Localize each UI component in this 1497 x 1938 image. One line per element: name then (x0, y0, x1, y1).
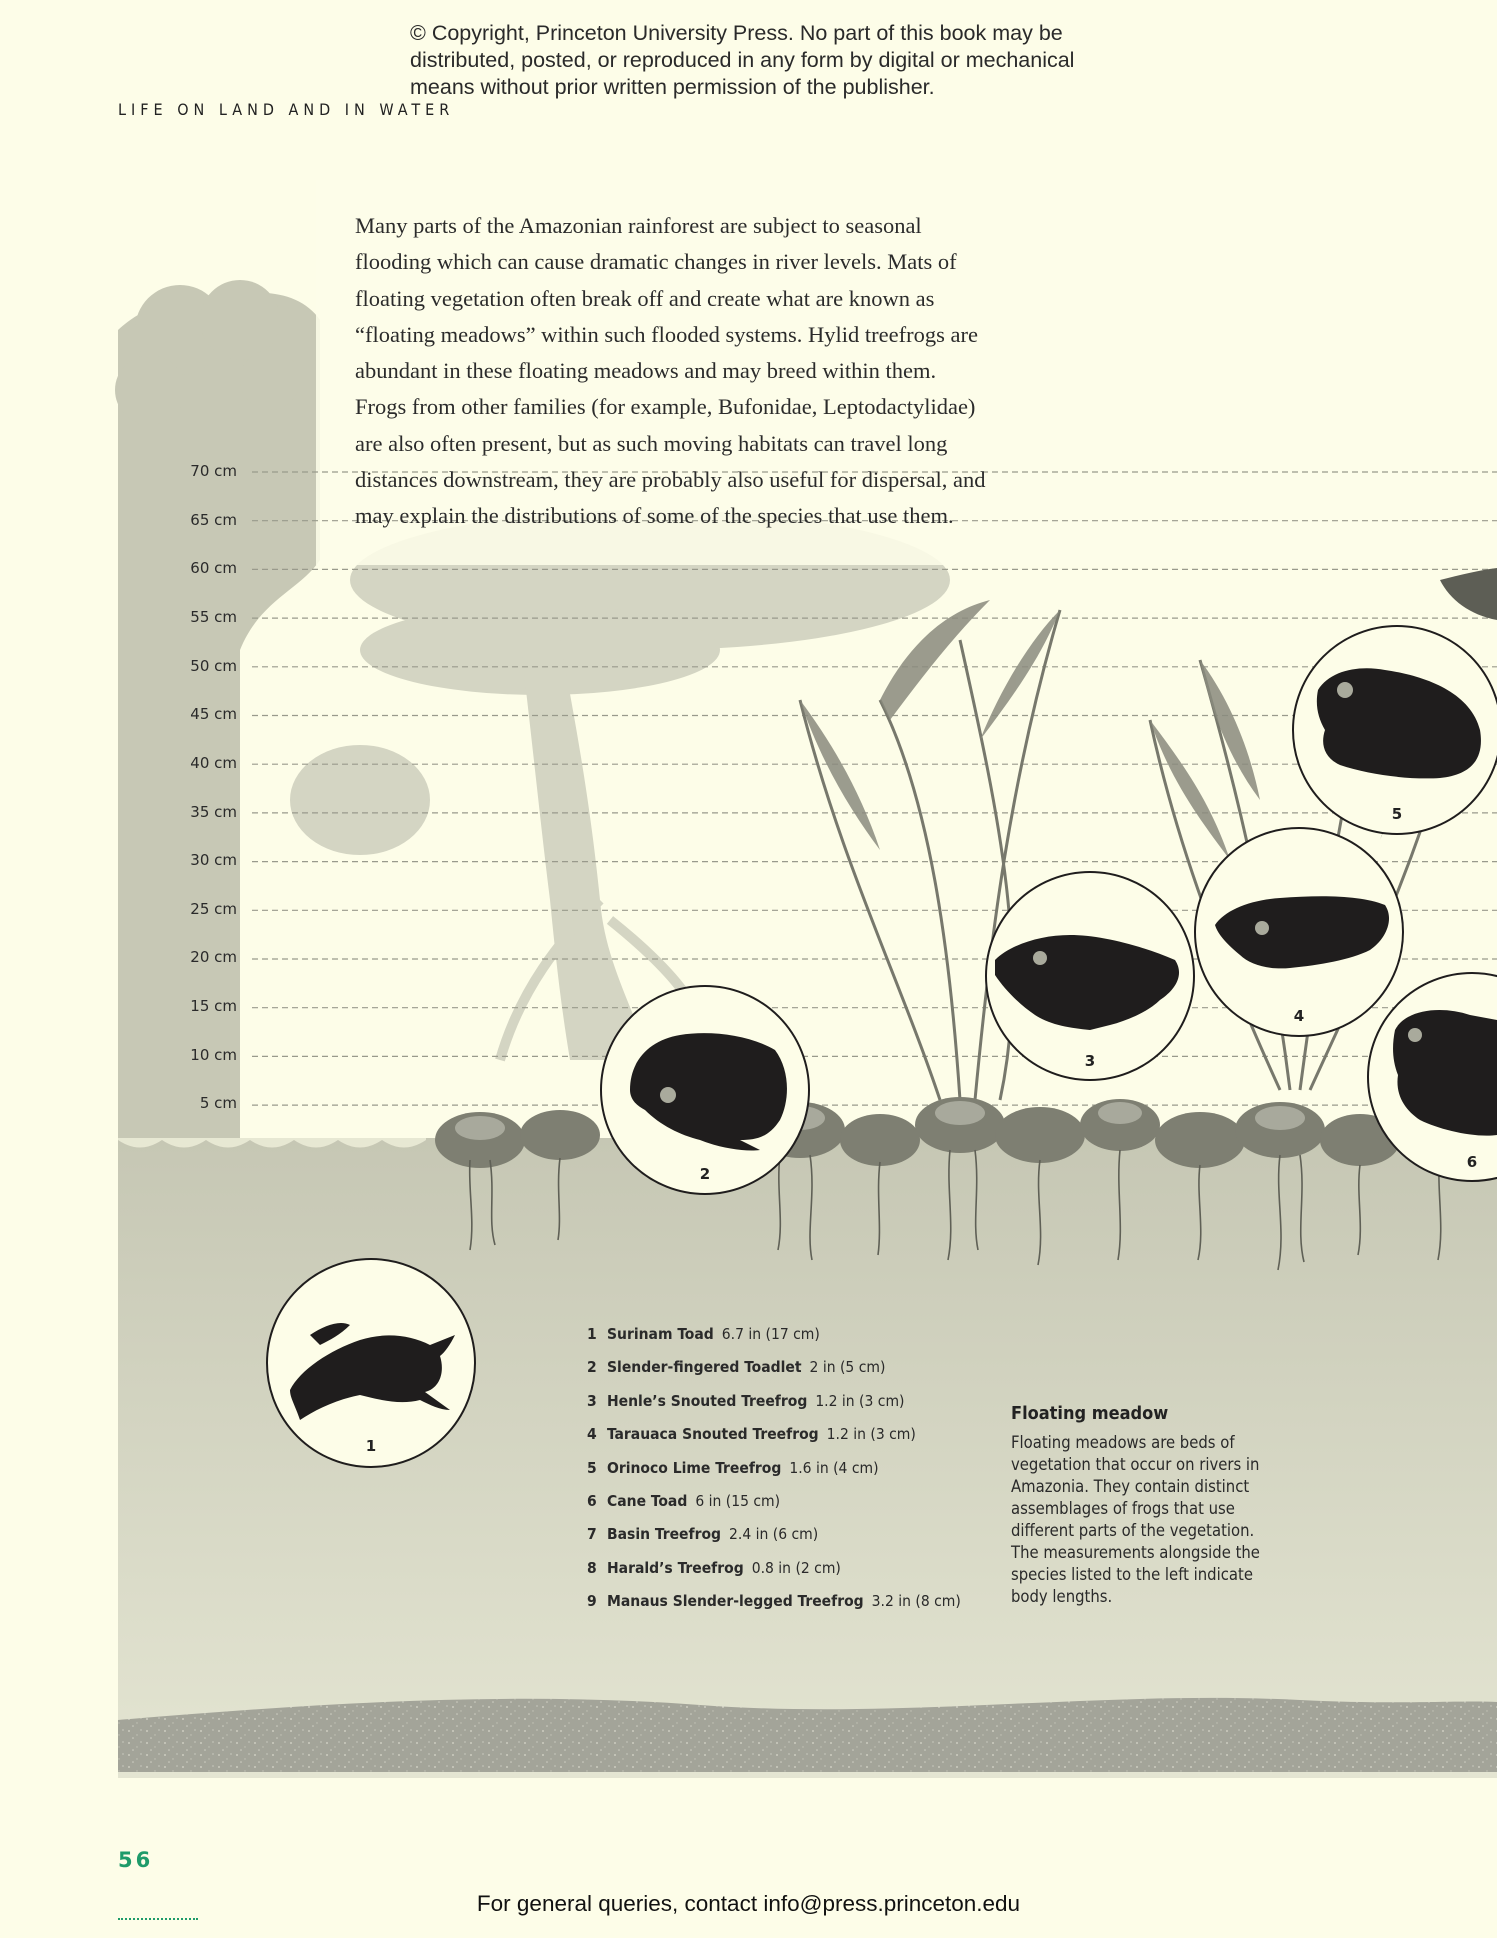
intro-line: abundant in these floating meadows and may breed within them. (355, 358, 937, 384)
footer-contact: For general queries, contact info@press.princeton.edu (476, 1891, 1021, 1916)
scale-label: 65 cm (190, 511, 237, 529)
legend-number: 1 (587, 1325, 597, 1343)
page-number-dots (118, 1918, 198, 1920)
legend-species-name: Surinam Toad (607, 1325, 714, 1343)
legend-size: 6.7 in (17 cm) (721, 1325, 820, 1343)
scale-label: 45 cm (190, 705, 237, 723)
frog-circle-2 (601, 986, 809, 1194)
page-number: 56 (118, 1848, 154, 1872)
scale-label: 35 cm (190, 803, 237, 821)
circle-number-1: 1 (365, 1437, 377, 1455)
frog-circle-3 (986, 872, 1194, 1080)
legend-number: 6 (587, 1491, 597, 1510)
legend-size: 2 in (5 cm) (809, 1358, 886, 1377)
scale-label: 40 cm (190, 754, 237, 772)
frog-circle-4 (1195, 828, 1403, 1036)
copyright-line: © Copyright, Princeton University Press. No part of this book may be (410, 21, 1063, 45)
legend-number: 5 (587, 1458, 597, 1477)
intro-line: distances downstream, they are probably also useful for dispersal, and (355, 467, 986, 493)
floating-meadow-sidebar (1011, 1403, 1286, 1608)
legend-item (587, 1356, 1007, 1389)
intro-line: Frogs from other families (for example, Bufonidae, Leptodactylidae) (355, 394, 976, 420)
intro-paragraph (355, 208, 1045, 535)
legend-species-name: Harald’s Treefrog (607, 1558, 744, 1577)
circle-number-3: 3 (1084, 1052, 1096, 1070)
legend-item (587, 1457, 1007, 1490)
running-head: LIFE ON LAND AND IN WATER (118, 100, 455, 119)
legend-size: 1.2 in (3 cm) (826, 1425, 916, 1444)
copyright-line: distributed, posted, or reproduced in any form by digital or mechanical (410, 48, 1075, 72)
legend-item (587, 1423, 1007, 1456)
scale-label: 10 cm (190, 1046, 237, 1064)
legend-species-name: Henle’s Snouted Treefrog (607, 1391, 808, 1410)
scale-label: 5 cm (199, 1094, 237, 1112)
scale-label: 25 cm (190, 900, 237, 918)
legend-species-name: Basin Treefrog (607, 1525, 722, 1544)
circle-number-4: 4 (1293, 1007, 1305, 1025)
scale-label: 15 cm (190, 997, 237, 1015)
intro-line: Many parts of the Amazonian rainforest are subject to seasonal (355, 213, 922, 238)
legend-species-name: Cane Toad (607, 1491, 688, 1510)
legend-item (587, 1523, 1007, 1556)
sidebar-body: Floating meadows are beds of vegetation that occur on rivers in Amazonia. They contain distinct assemblages of frogs that use different parts of the vegetation. The measurements alongside the species listed to the left indicate body lengths. (1011, 1433, 1260, 1606)
legend-size: 1.2 in (3 cm) (815, 1391, 905, 1410)
partial-frog-top-right (1440, 568, 1497, 620)
legend-size: 6 in (15 cm) (695, 1491, 781, 1510)
legend-number: 4 (587, 1425, 597, 1444)
scale-label: 20 cm (190, 948, 237, 966)
scale-label: 60 cm (190, 559, 237, 577)
circle-number-5: 5 (1391, 805, 1403, 823)
legend-number: 7 (587, 1525, 597, 1544)
circle-number-2: 2 (699, 1165, 711, 1183)
intro-line: may explain the distributions of some of the species that use them. (355, 503, 954, 529)
legend-size: 0.8 in (2 cm) (751, 1558, 841, 1577)
legend-size: 1.6 in (4 cm) (789, 1458, 879, 1477)
legend-item (587, 1390, 1007, 1423)
circle-number-6: 6 (1466, 1153, 1478, 1171)
legend-size: 3.2 in (8 cm) (871, 1592, 961, 1611)
sidebar-title: Floating meadow (1011, 1403, 1169, 1424)
legend-species-name: Tarauaca Snouted Treefrog (607, 1425, 819, 1444)
frog-circle-5 (1293, 626, 1497, 834)
legend-number: 9 (587, 1592, 597, 1611)
legend-species-name: Slender-fingered Toadlet (607, 1358, 802, 1377)
legend-species-name: Orinoco Lime Treefrog (607, 1458, 782, 1477)
legend-number: 3 (587, 1391, 597, 1410)
species-legend (587, 1323, 1007, 1624)
legend-item (587, 1557, 1007, 1590)
legend-number: 2 (587, 1358, 597, 1377)
legend-number: 8 (587, 1558, 597, 1577)
copyright-line: means without prior written permission of the publisher. (410, 75, 935, 99)
scale-label: 50 cm (190, 657, 237, 675)
scale-label: 30 cm (190, 851, 237, 869)
intro-line: floating vegetation often break off and create what are known as (355, 285, 935, 311)
scale-label: 55 cm (190, 608, 237, 626)
legend-item (587, 1323, 1007, 1356)
legend-item (587, 1590, 1007, 1623)
intro-line: flooding which can cause dramatic changes in river levels. Mats of (355, 249, 957, 275)
legend-item (587, 1490, 1007, 1523)
scale-label: 70 cm (190, 462, 237, 480)
intro-line: are also often present, but as such moving habitats can travel long (355, 430, 948, 456)
legend-species-name: Manaus Slender-legged Treefrog (607, 1592, 864, 1611)
frog-circle-1 (267, 1259, 475, 1467)
legend-size: 2.4 in (6 cm) (729, 1525, 819, 1544)
intro-line: “floating meadows” within such flooded systems. Hylid treefrogs are (355, 321, 978, 347)
